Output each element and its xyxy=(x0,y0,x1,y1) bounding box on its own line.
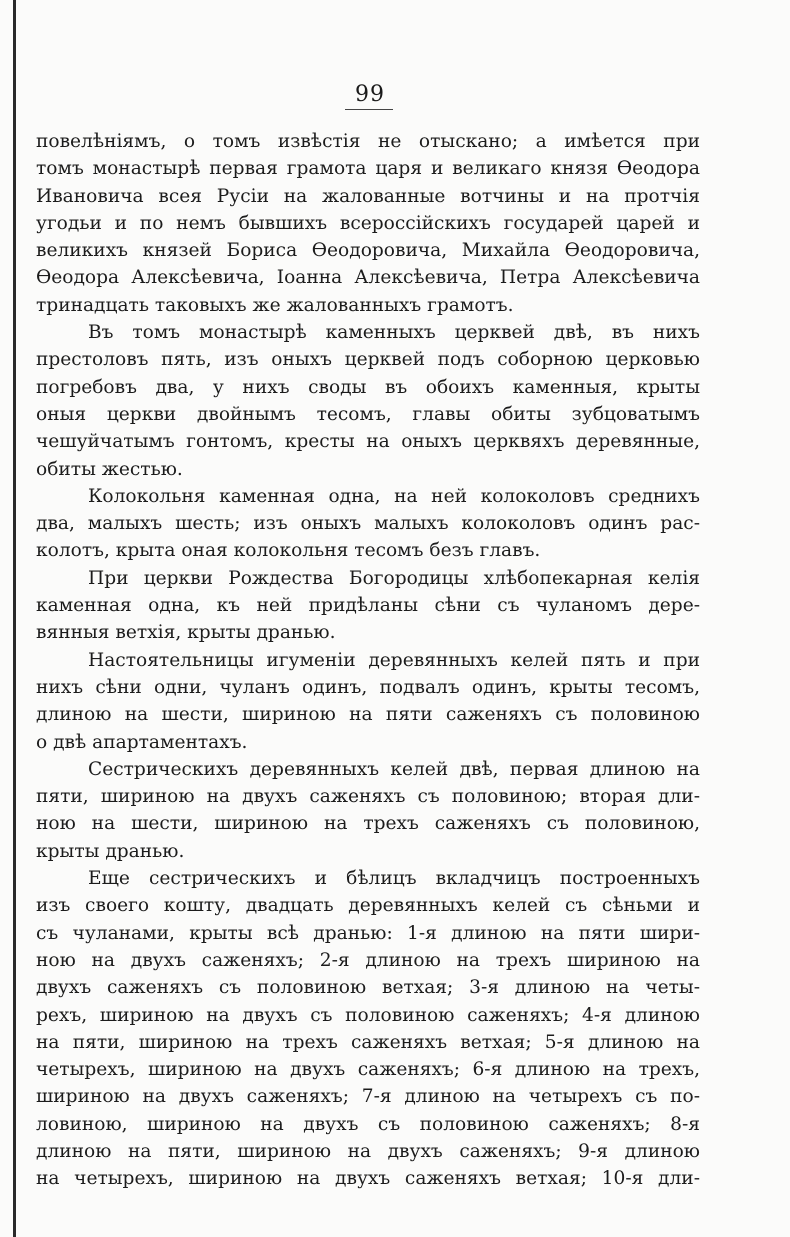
text-line: четырехъ, шириною на двухъ саженяхъ; 6-я длиною на трехъ, xyxy=(36,1059,700,1081)
text-line: каменная одна, къ ней придѣланы сѣни съ чуланомъ дере- xyxy=(36,595,700,617)
text-line: на пяти, шириною на трехъ саженяхъ ветхая; 5-я длиною на xyxy=(36,1031,700,1053)
text-line: обиты жестью. xyxy=(36,458,183,480)
text-line: ловиною, шириною на двухъ съ половиною саженяхъ; 8-я xyxy=(36,1113,700,1135)
text-line: изъ своего кошту, двадцать деревянныхъ келей съ сѣньми и xyxy=(36,895,700,917)
text-line: Еще сестрическихъ и бѣлицъ вкладчицъ построенныхъ xyxy=(88,868,700,890)
text-line: угодьи и по немъ бывшихъ всероссійскихъ государей царей и xyxy=(36,212,700,234)
text-line: колотъ, крыта оная колокольня тесомъ безъ главъ. xyxy=(36,540,541,562)
text-line: тринадцать таковыхъ же жалованныхъ грамотъ. xyxy=(36,294,514,316)
text-line: длиною на пяти, шириною на двухъ саженяхъ; 9-я длиною xyxy=(36,1140,700,1162)
text-line: Сестрическихъ деревянныхъ келей двѣ, первая длиною на xyxy=(88,758,700,780)
text-line: Колокольня каменная одна, на ней колоколовъ среднихъ xyxy=(88,485,700,507)
text-line: нихъ сѣни одни, чуланъ одинъ, подвалъ одинъ, крыты тесомъ, xyxy=(36,676,700,698)
text-line: Настоятельницы игуменіи деревянныхъ келей пять и при xyxy=(88,649,700,671)
text-line: При церкви Рождества Богородицы хлѣбопекарная келія xyxy=(88,567,700,589)
text-line: вянныя ветхія, крыты дранью. xyxy=(36,622,336,644)
text-line: великихъ князей Бориса Ѳеодоровича, Михайла Ѳеодоровича, xyxy=(36,240,700,262)
body-text xyxy=(36,128,700,1193)
text-line: оныя церкви двойнымъ тесомъ, главы обиты зубцоватымъ xyxy=(36,403,700,425)
text-line: престоловъ пять, изъ оныхъ церквей подъ соборною церковью xyxy=(36,349,700,371)
text-line: о двѣ апартаментахъ. xyxy=(36,731,248,753)
text-line: погребовъ два, у нихъ своды въ обоихъ каменныя, крыты xyxy=(36,376,700,398)
text-line: длиною на шести, шириною на пяти саженяхъ съ половиною xyxy=(36,704,700,726)
text-line: шириною на двухъ саженяхъ; 7-я длиною на четырехъ съ по- xyxy=(36,1086,700,1108)
text-line: Ивановича всея Русіи на жалованные вотчины и на протчія xyxy=(36,185,700,207)
text-line: Ѳеодора Алексѣевича, Іоанна Алексѣевича, Петра Алексѣевича xyxy=(36,267,700,289)
text-line: крыты дранью. xyxy=(36,840,185,862)
text-line: ною на шести, шириною на трехъ саженяхъ съ половиною, xyxy=(36,813,700,835)
text-line: съ чуланами, крыты всѣ дранью: 1-я длиною на пяти шири- xyxy=(36,922,700,944)
scan-binding-edge xyxy=(13,0,16,1237)
text-line: томъ монастырѣ первая грамота царя и великаго князя Ѳеодора xyxy=(36,158,700,180)
text-line: повелѣніямъ, о томъ извѣстія не отыскано; а имѣется при xyxy=(36,131,700,152)
text-line: двухъ саженяхъ съ половиною ветхая; 3-я длиною на четы- xyxy=(36,977,700,999)
text-line: на четырехъ, шириною на двухъ саженяхъ ветхая; 10-я дли- xyxy=(36,1168,700,1190)
page-number-rule xyxy=(345,109,393,110)
text-line: пяти, шириною на двухъ саженяхъ съ половиною; вторая дли- xyxy=(36,786,700,808)
text-line: два, малыхъ шесть; изъ оныхъ малыхъ колоколовъ одинъ рас- xyxy=(36,513,700,535)
page-number: 99 xyxy=(355,82,385,107)
text-line: чешуйчатымъ гонтомъ, кресты на оныхъ церквяхъ деревянные, xyxy=(36,431,700,453)
text-line: ною на двухъ саженяхъ; 2-я длиною на трехъ шириною на xyxy=(36,949,700,971)
text-line: рехъ, шириною на двухъ съ половиною саженяхъ; 4-я длиною xyxy=(36,1004,700,1026)
text-line: Въ томъ монастырѣ каменныхъ церквей двѣ, въ нихъ xyxy=(88,322,700,344)
